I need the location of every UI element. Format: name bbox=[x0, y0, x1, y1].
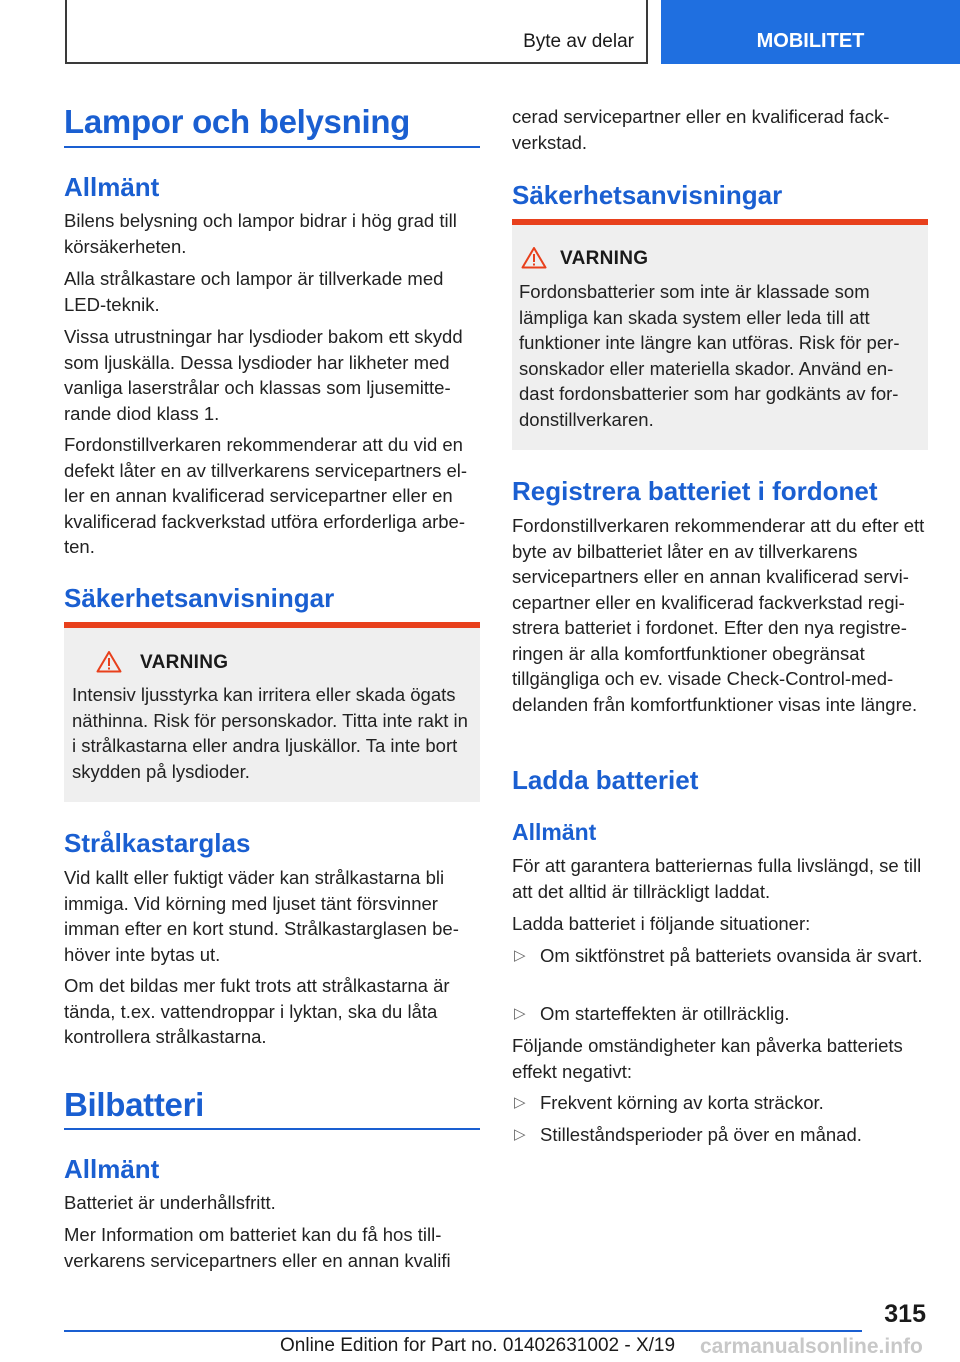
heading-ladda: Ladda batteriet bbox=[512, 765, 699, 795]
warning-text: Fordonsbatterier som inte är klassade som lämpliga kan skada system eller leda till att funktioner inte längre kan utföras. Risk för personskador eller materiella skador. Använd endast fordonsbatterier som har godkänts av fordonstillverkaren. bbox=[519, 281, 900, 430]
heading-allmant: Allmänt bbox=[64, 172, 160, 202]
heading-rule bbox=[64, 146, 480, 148]
bullet-triangle-icon: ▷ bbox=[514, 947, 526, 964]
warning-box bbox=[64, 622, 480, 802]
paragraph: Batteriet är underhållsfritt. bbox=[64, 1192, 276, 1213]
bullet-triangle-icon: ▷ bbox=[514, 1126, 526, 1143]
heading-stralkastarglas: Strålkastarglas bbox=[64, 828, 251, 858]
bullet-triangle-icon: ▷ bbox=[514, 1094, 526, 1111]
paragraph: Mer Information om batteriet kan du få hos tillverkarens servicepartners eller en annan kvalifi bbox=[64, 1224, 451, 1271]
header-section-box bbox=[65, 0, 648, 64]
paragraph: Alla strålkastare och lampor är tillverkade med LED-teknik. bbox=[64, 268, 444, 315]
warning-bar bbox=[512, 219, 928, 225]
warning-bar bbox=[64, 622, 480, 628]
paragraph: Bilens belysning och lampor bidrar i hög grad till körsäkerheten. bbox=[64, 210, 457, 257]
paragraph: Om det bildas mer fukt trots att strålkastarna är tända, t.ex. vattendroppar i lyktan, ska du låta kontrollera strålkastarna. bbox=[64, 975, 450, 1047]
paragraph: Ladda batteriet i följande situationer: bbox=[512, 913, 811, 934]
paragraph: Vid kallt eller fuktigt väder kan strålkastarna bli immiga. Vid körning med ljuset tänt försvinner imman efter en kort stund. Strålkastarglasen behöver inte bytas ut. bbox=[64, 867, 459, 965]
warning-text: Intensiv ljusstyrka kan irritera eller skada ögats näthinna. Risk för personskador. Titta inte rakt in i strålkastarna eller andra ljuskällor. Ta inte bort skydden på lysdioder. bbox=[72, 684, 468, 782]
warning-title: VARNING bbox=[560, 248, 649, 269]
watermark-text: carmanualsonline.info bbox=[700, 1335, 923, 1358]
heading-registrera: Registrera batteriet i fordonet bbox=[512, 476, 878, 506]
heading-allmant: Allmänt bbox=[512, 819, 597, 845]
warning-box bbox=[512, 219, 928, 450]
heading-allmant: Allmänt bbox=[64, 1154, 160, 1184]
bullet-triangle-icon: ▷ bbox=[514, 1005, 526, 1022]
heading-rule bbox=[64, 1128, 480, 1130]
section-title: Byte av delar bbox=[523, 31, 634, 52]
warning-triangle-icon bbox=[96, 650, 122, 673]
page-number: 315 bbox=[884, 1300, 926, 1328]
heading-sakerhet: Säkerhetsanvisningar bbox=[512, 180, 783, 210]
heading-sakerhet: Säkerhetsanvisningar bbox=[64, 583, 335, 613]
list-item: Om starteffekten är otillräcklig. bbox=[540, 1003, 790, 1024]
paragraph: cerad servicepartner eller en kvalificerad fackverkstad. bbox=[512, 106, 890, 153]
list-item: Om siktfönstret på batteriets ovansida är svart. bbox=[540, 945, 923, 966]
chapter-tab[interactable]: MOBILITET bbox=[661, 0, 960, 64]
paragraph: Följande omständigheter kan påverka batteriets effekt negativt: bbox=[512, 1035, 903, 1082]
list-item: Frekvent körning av korta sträckor. bbox=[540, 1092, 824, 1113]
heading-bilbatteri: Bilbatteri bbox=[64, 1086, 205, 1123]
edition-note: Online Edition for Part no. 01402631002 - X/19 bbox=[280, 1335, 676, 1356]
list-item: Stilleståndsperioder på över en månad. bbox=[540, 1124, 862, 1145]
warning-triangle-icon bbox=[521, 246, 547, 269]
paragraph: För att garantera batteriernas fulla livslängd, se till att det alltid är tillräckligt laddat. bbox=[512, 855, 922, 902]
paragraph: Vissa utrustningar har lysdioder bakom ett skydd som ljuskälla. Dessa lysdioder har likheter med vanliga laserstrålar och klassas som ljusemitterande diod klass 1. bbox=[64, 326, 463, 424]
paragraph: Fordonstillverkaren rekommenderar att du vid en defekt låter en av tillverkarens servicepartners eller en annan kvalificerad servicepartner eller en kvalificerad fackverkstad utföra erforderliga arbeten. bbox=[64, 434, 468, 557]
paragraph: Fordonstillverkaren rekommenderar att du efter ett byte av bilbatteriet låter en av tillverkarens servicepartners eller en annan kvalificerad servicepartner eller en kvalificerad fackverkstad registrera batteriet i fordonet. Efter den nya registreringen är alla komfortfunktioner obegränsat tillgängliga och ev. visade Check-Control-meddelanden från komfortfunktioner visas inte längre. bbox=[512, 515, 925, 715]
heading-lampor: Lampor och belysning bbox=[64, 103, 411, 140]
footer-rule bbox=[64, 1330, 862, 1332]
warning-title: VARNING bbox=[140, 652, 229, 673]
